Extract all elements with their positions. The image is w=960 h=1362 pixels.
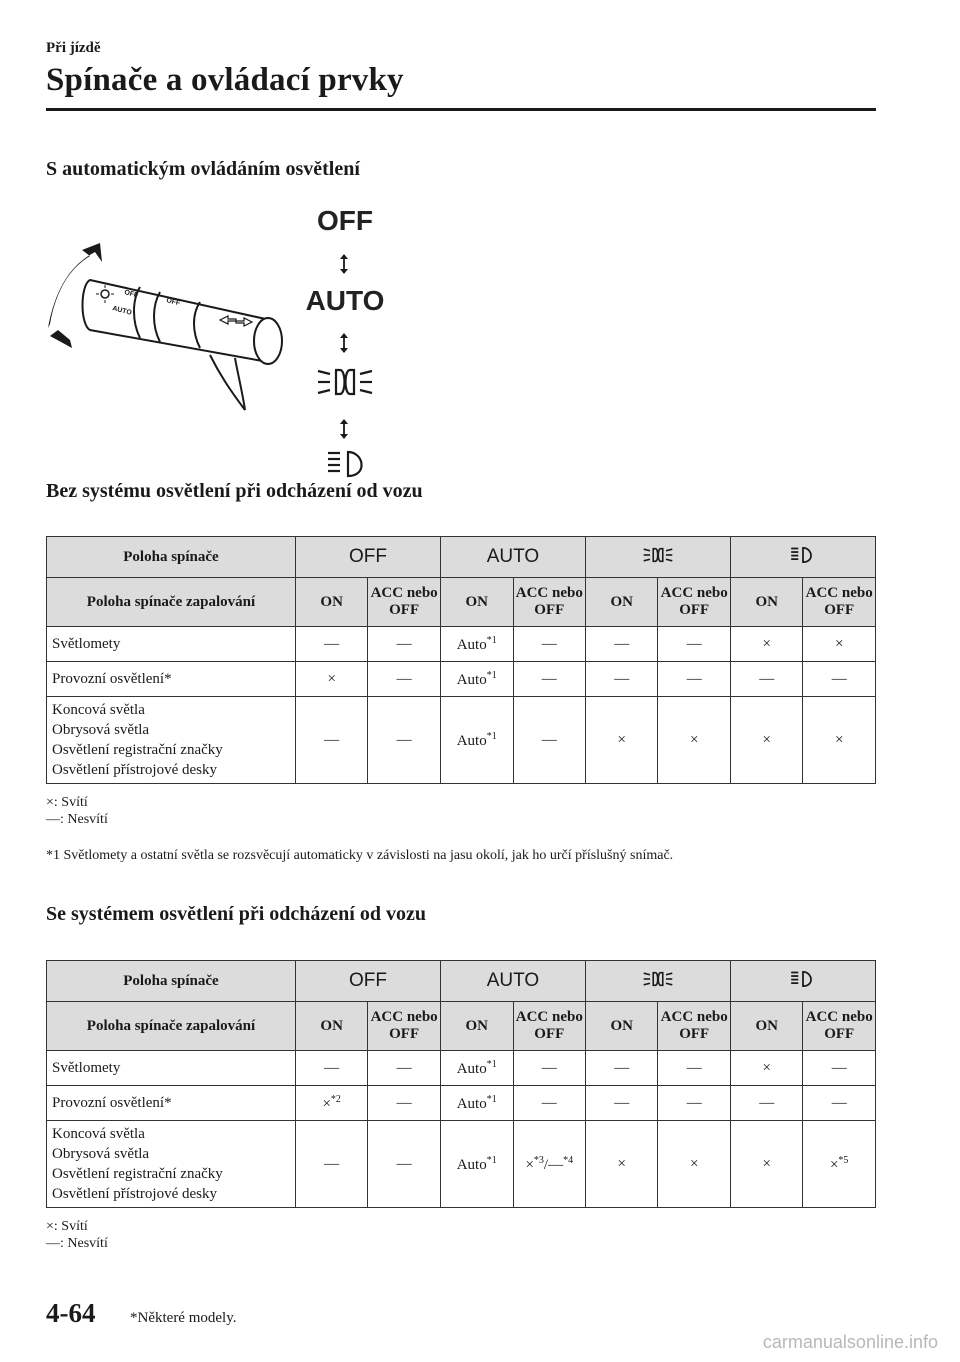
title-rule bbox=[46, 108, 876, 111]
table-cell: — bbox=[730, 1086, 802, 1121]
table-cell: Auto$^{*1}$ bbox=[440, 627, 513, 662]
table-cell: ×$^{*2}$ bbox=[295, 1086, 367, 1121]
switch-position-header: Poloha spínače bbox=[47, 961, 296, 1002]
col-auto-header: AUTO bbox=[440, 961, 585, 1002]
page-title: Spínače a ovládací prvky bbox=[46, 62, 404, 98]
table-cell: — bbox=[513, 1086, 586, 1121]
table-cell: × bbox=[730, 1051, 802, 1086]
table-cell: — bbox=[368, 627, 441, 662]
row-label: Světlomety bbox=[47, 627, 296, 662]
col-headlight-header bbox=[730, 537, 875, 578]
ignition-col: ACC nebo OFF bbox=[658, 1002, 731, 1051]
table-cell: — bbox=[658, 662, 731, 697]
table-cell: — bbox=[803, 1086, 876, 1121]
ignition-col: ACC nebo OFF bbox=[368, 1002, 441, 1051]
parking-light-icon bbox=[640, 970, 676, 988]
ignition-col: ON bbox=[586, 1002, 658, 1051]
ignition-position-header: Poloha spínače zapalování bbox=[47, 1002, 296, 1051]
col-auto-header: AUTO bbox=[440, 537, 585, 578]
table-cell: — bbox=[295, 1051, 367, 1086]
stalk-label-off-fog: OFF bbox=[165, 297, 181, 308]
position-off-label: OFF bbox=[317, 205, 373, 236]
ignition-col: ON bbox=[440, 1002, 513, 1051]
ignition-col: ACC nebo OFF bbox=[803, 1002, 876, 1051]
table-cell: — bbox=[658, 1051, 731, 1086]
headlight-low-beam-icon bbox=[790, 970, 816, 988]
table-cell: Auto$^{*1}$ bbox=[440, 662, 513, 697]
ignition-col: ON bbox=[440, 578, 513, 627]
stalk-label-auto: AUTO bbox=[111, 305, 133, 317]
table-cell: Auto$^{*1}$ bbox=[440, 1051, 513, 1086]
page-footnote: *Některé modely. bbox=[130, 1310, 237, 1326]
updown-arrow-icon bbox=[338, 418, 350, 440]
table-cell: × bbox=[295, 662, 367, 697]
table-cell: — bbox=[513, 1051, 586, 1086]
ignition-col: ON bbox=[730, 1002, 802, 1051]
ignition-position-header: Poloha spínače zapalování bbox=[47, 578, 296, 627]
table-cell: — bbox=[803, 662, 876, 697]
table-cell: × bbox=[730, 627, 802, 662]
col-parking-header bbox=[586, 961, 731, 1002]
table-cell: × bbox=[730, 697, 802, 784]
table-cell: — bbox=[368, 1086, 441, 1121]
table-row bbox=[47, 1121, 876, 1208]
table-cell: — bbox=[295, 1121, 367, 1208]
table-cell: — bbox=[368, 1051, 441, 1086]
col-headlight-header bbox=[730, 961, 875, 1002]
table-cell: Auto$^{*1}$ bbox=[440, 697, 513, 784]
table-cell: × bbox=[803, 697, 876, 784]
ignition-col: ACC nebo OFF bbox=[803, 578, 876, 627]
parking-light-icon bbox=[316, 365, 374, 399]
ignition-col: ACC nebo OFF bbox=[658, 578, 731, 627]
table-cell: — bbox=[513, 627, 586, 662]
table-cell: — bbox=[513, 662, 586, 697]
ignition-col: ON bbox=[586, 578, 658, 627]
table-cell: — bbox=[368, 662, 441, 697]
headlight-low-beam-icon bbox=[326, 449, 370, 479]
watermark: carmanualsonline.info bbox=[762, 1332, 938, 1352]
row-label: Provozní osvětlení* bbox=[47, 662, 296, 697]
table2-legend: ×: Svítí —: Nesvítí bbox=[46, 1219, 108, 1251]
table-cell: — bbox=[730, 662, 802, 697]
col-off-header: OFF bbox=[295, 961, 440, 1002]
col-off-header: OFF bbox=[295, 537, 440, 578]
parking-light-icon bbox=[640, 546, 676, 564]
section-heading: S automatickým ovládáním osvětlení bbox=[46, 158, 360, 180]
table-row bbox=[47, 662, 876, 697]
table-cell: — bbox=[586, 627, 658, 662]
position-auto-label: AUTO bbox=[305, 285, 385, 316]
table-row bbox=[47, 1086, 876, 1121]
table-cell: × bbox=[658, 1121, 731, 1208]
row-label: Koncová světla Obrysová světla Osvětlení registrační značky Osvětlení přístrojové desky bbox=[47, 1121, 296, 1208]
table-cell: — bbox=[586, 662, 658, 697]
headlight-low-beam-icon bbox=[790, 546, 816, 564]
updown-arrow-icon bbox=[338, 253, 350, 275]
table-row bbox=[47, 627, 876, 662]
table-cell: — bbox=[658, 627, 731, 662]
switch-position-header: Poloha spínače bbox=[47, 537, 296, 578]
light-switch-stalk-illustration bbox=[40, 240, 290, 415]
footnote-1: *1 Světlomety a ostatní světla se rozsvěcují automaticky v závislosti na jasu okolí, jak ho určí příslušný snímač. bbox=[46, 848, 674, 863]
table2-heading: Se systémem osvětlení při odcházení od vozu bbox=[46, 903, 426, 925]
row-label: Světlomety bbox=[47, 1051, 296, 1086]
ignition-col: ACC nebo OFF bbox=[368, 578, 441, 627]
table-cell: × bbox=[586, 697, 658, 784]
table-row bbox=[47, 1051, 876, 1086]
running-head: Při jízdě bbox=[46, 40, 101, 56]
stalk-label-off: OFF bbox=[123, 289, 139, 300]
row-label: Koncová světla Obrysová světla Osvětlení registrační značky Osvětlení přístrojové desky bbox=[47, 697, 296, 784]
ignition-col: ACC nebo OFF bbox=[513, 1002, 586, 1051]
table-row bbox=[47, 697, 876, 784]
table2-light-states bbox=[46, 960, 876, 1208]
ignition-col: ON bbox=[295, 578, 367, 627]
table-cell: Auto$^{*1}$ bbox=[440, 1121, 513, 1208]
table-cell: × bbox=[658, 697, 731, 784]
table-cell: — bbox=[586, 1086, 658, 1121]
table-cell: ×$^{*5}$ bbox=[803, 1121, 876, 1208]
table-cell: — bbox=[803, 1051, 876, 1086]
table-cell: — bbox=[513, 697, 586, 784]
table-cell: × bbox=[730, 1121, 802, 1208]
updown-arrow-icon bbox=[338, 332, 350, 354]
table-cell: — bbox=[295, 627, 367, 662]
table-cell: × bbox=[586, 1121, 658, 1208]
table-cell: — bbox=[586, 1051, 658, 1086]
table-cell: ×$^{*3}$/—$^{*4}$ bbox=[513, 1121, 586, 1208]
table-cell: — bbox=[658, 1086, 731, 1121]
table-cell: × bbox=[803, 627, 876, 662]
table-cell: — bbox=[295, 697, 367, 784]
ignition-col: ACC nebo OFF bbox=[513, 578, 586, 627]
table-cell: Auto$^{*1}$ bbox=[440, 1086, 513, 1121]
table-cell: — bbox=[368, 697, 441, 784]
table1-legend: ×: Svítí —: Nesvítí bbox=[46, 795, 108, 827]
ignition-col: ON bbox=[730, 578, 802, 627]
table1-light-states bbox=[46, 536, 876, 784]
ignition-col: ON bbox=[295, 1002, 367, 1051]
page-number: 4-64 bbox=[46, 1298, 96, 1328]
row-label: Provozní osvětlení* bbox=[47, 1086, 296, 1121]
col-parking-header bbox=[586, 537, 731, 578]
table-cell: — bbox=[368, 1121, 441, 1208]
table1-heading: Bez systému osvětlení při odcházení od vozu bbox=[46, 480, 423, 502]
